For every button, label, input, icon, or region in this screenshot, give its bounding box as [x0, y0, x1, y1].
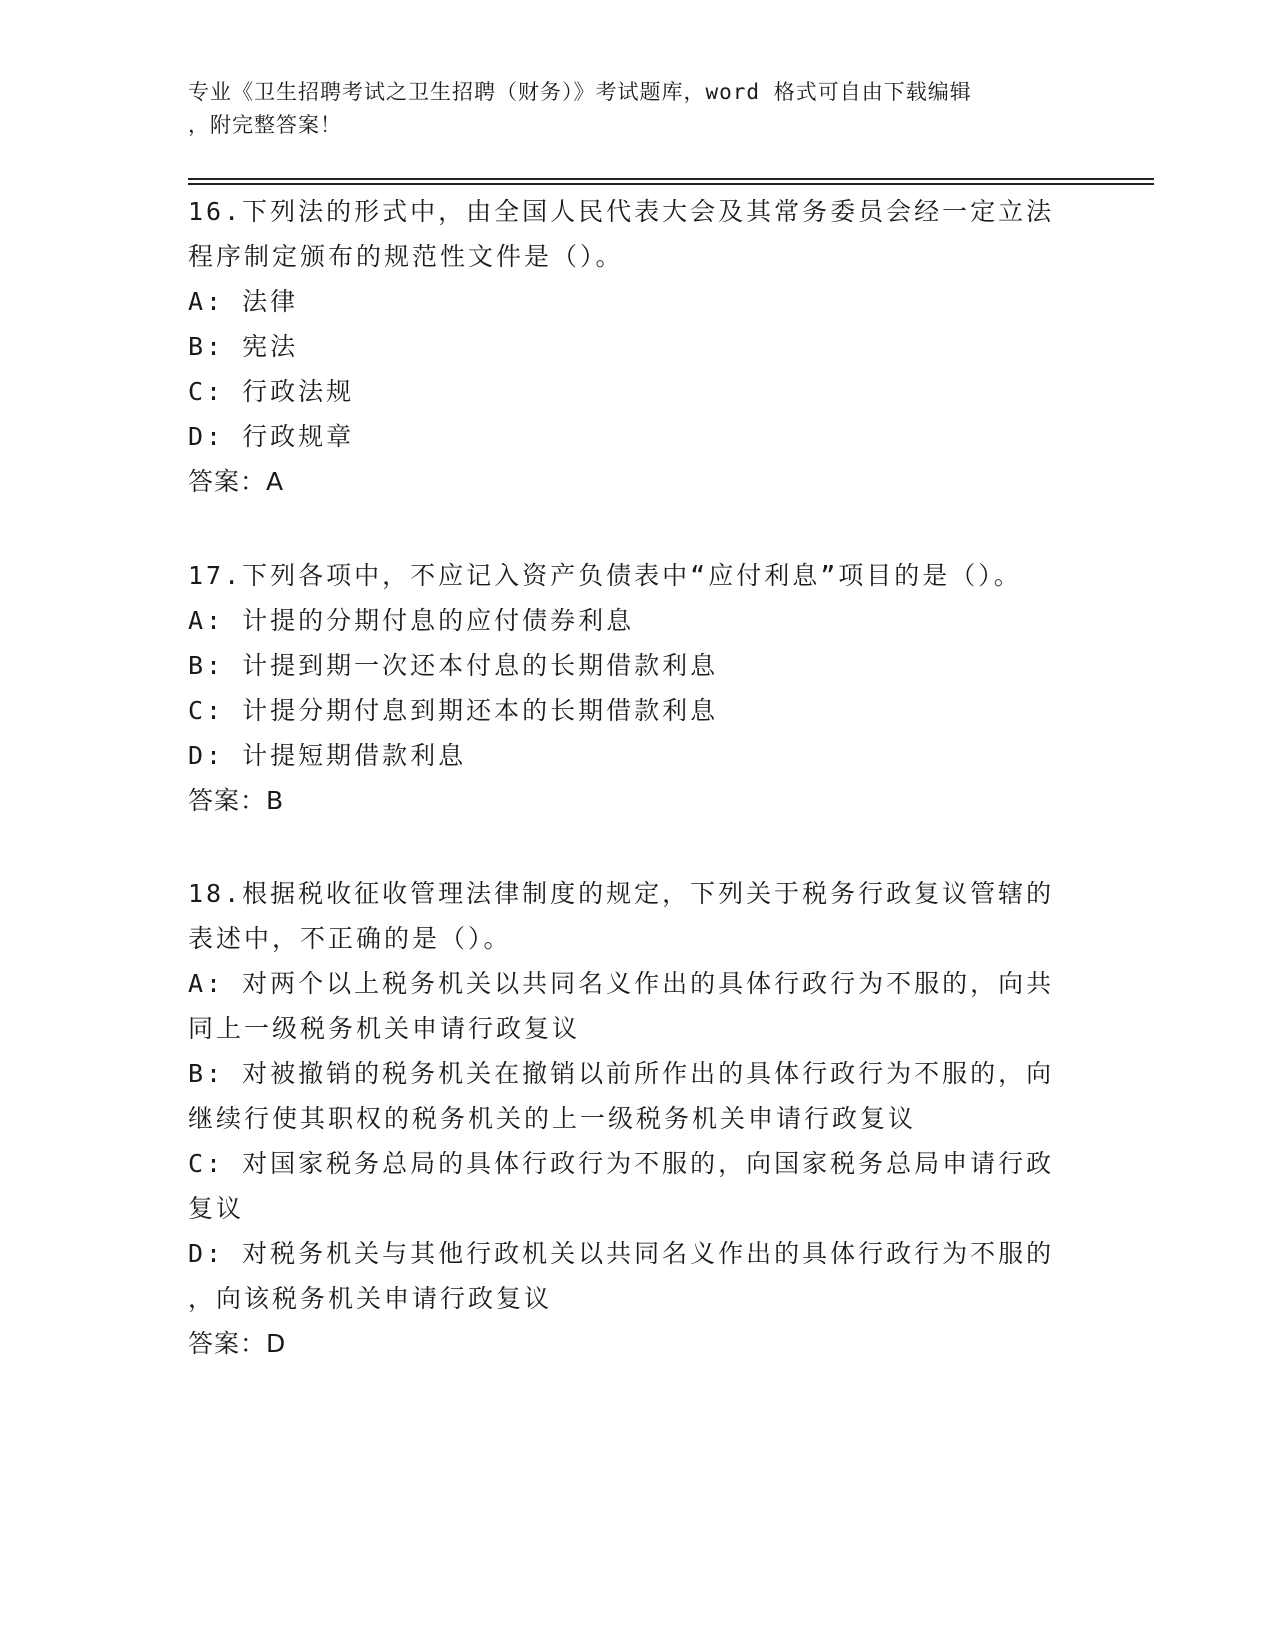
answer-label: 答案：A [188, 467, 285, 496]
option-d: D: 对税务机关与其他行政机关以共同名义作出的具体行政行为不服的 [188, 1239, 1055, 1268]
question-stem-line: 程序制定颁布的规范性文件是（）。 [188, 242, 624, 271]
answer-label: 答案：B [188, 786, 285, 815]
option-d-continued: ，向该税务机关申请行政复议 [188, 1284, 553, 1313]
option-d: D: 行政规章 [188, 422, 355, 451]
option-a: A: 法律 [188, 287, 299, 316]
option-c: C: 对国家税务总局的具体行政行为不服的，向国家税务总局申请行政 [188, 1149, 1055, 1178]
option-c: C: 计提分期付息到期还本的长期借款利息 [188, 696, 719, 725]
option-d: D: 计提短期借款利息 [188, 741, 467, 770]
header-line-2: ，附完整答案！ [188, 113, 342, 137]
option-c: C: 行政法规 [188, 377, 355, 406]
answer-label: 答案：D [188, 1329, 287, 1358]
option-b: B: 对被撤销的税务机关在撤销以前所作出的具体行政行为不服的，向 [188, 1059, 1055, 1088]
option-b: B: 宪法 [188, 332, 299, 361]
option-b-continued: 继续行使其职权的税务机关的上一级税务机关申请行政复议 [188, 1104, 917, 1133]
question-stem-line: 16.下列法的形式中，由全国人民代表大会及其常务委员会经一定立法 [188, 197, 1055, 226]
question-17 [188, 553, 1088, 823]
question-stem-line: 表述中，不正确的是（）。 [188, 924, 512, 953]
question-stem-line: 18.根据税收征收管理法律制度的规定，下列关于税务行政复议管辖的 [188, 879, 1055, 908]
question-stem-line: 17.下列各项中，不应记入资产负债表中“应付利息”项目的是（）。 [188, 561, 1022, 590]
header-line-1: 专业《卫生招聘考试之卫生招聘（财务）》考试题库，word 格式可自由下载编辑 [188, 80, 972, 104]
question-16 [188, 189, 1088, 504]
option-b: B: 计提到期一次还本付息的长期借款利息 [188, 651, 719, 680]
option-c-continued: 复议 [188, 1194, 245, 1223]
header-divider-top [188, 178, 1154, 180]
option-a: A: 计提的分期付息的应付债券利息 [188, 606, 635, 635]
question-18 [188, 871, 1088, 1366]
document-header [188, 76, 1088, 142]
option-a: A: 对两个以上税务机关以共同名义作出的具体行政行为不服的，向共 [188, 969, 1055, 998]
option-a-continued: 同上一级税务机关申请行政复议 [188, 1014, 581, 1043]
header-divider-bottom [188, 183, 1154, 185]
